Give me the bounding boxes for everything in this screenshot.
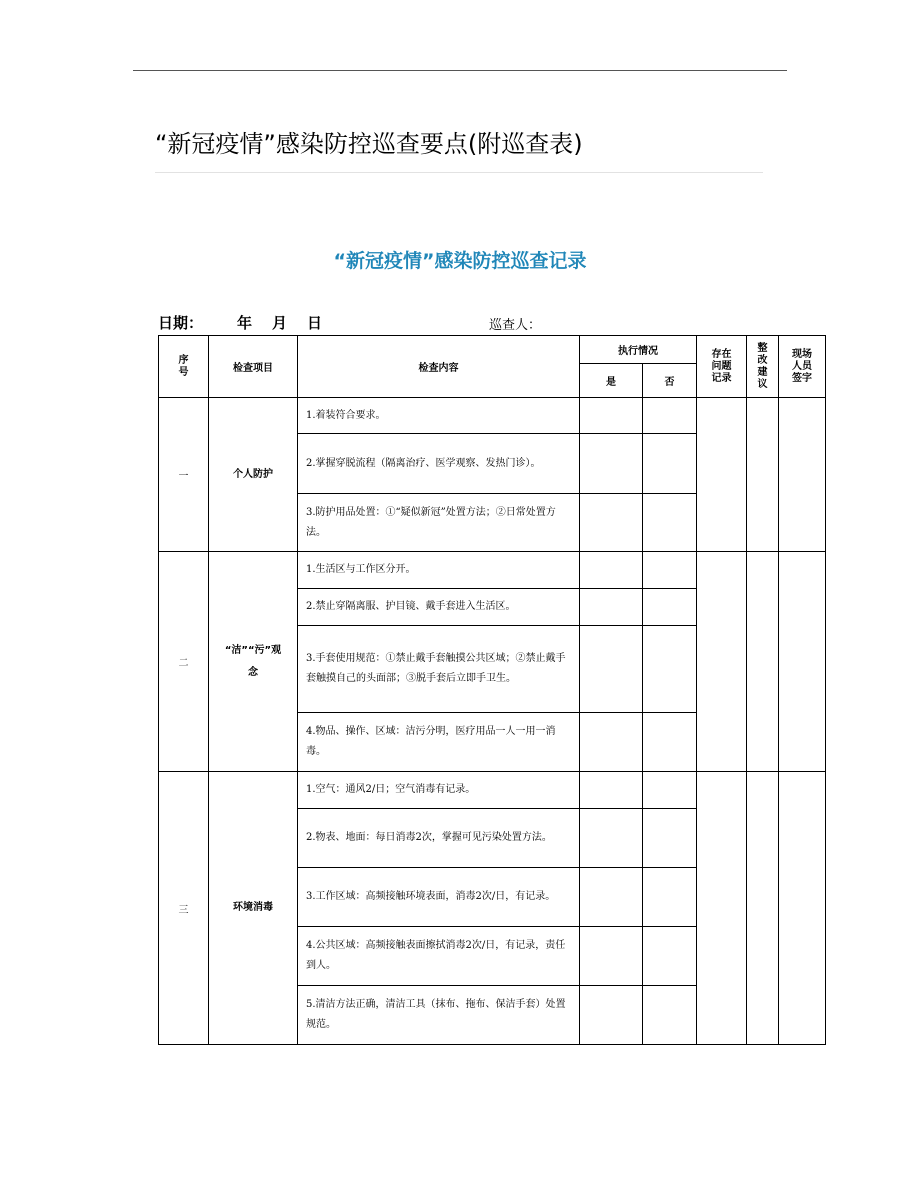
no-cell[interactable] <box>643 589 697 626</box>
issues-cell[interactable] <box>697 398 747 552</box>
section-seq: 二 <box>159 552 209 772</box>
section-seq: 三 <box>159 772 209 1045</box>
section-item-label: 环境消毒 <box>233 902 273 913</box>
check-content: 1.空气：通风2/日；空气消毒有记录。 <box>298 772 580 809</box>
year-label: 年 <box>237 314 253 332</box>
header-seq: 序号 <box>159 336 209 398</box>
yes-cell[interactable] <box>580 809 643 868</box>
section-item <box>209 398 298 552</box>
no-cell[interactable] <box>643 772 697 809</box>
yes-cell[interactable] <box>580 626 643 713</box>
no-cell[interactable] <box>643 713 697 772</box>
suggestions-cell[interactable] <box>747 772 779 1045</box>
check-content: 3.工作区域：高频接触环境表面，消毒2次/日，有记录。 <box>298 868 580 927</box>
yes-cell[interactable] <box>580 494 643 552</box>
header-item: 检查项目 <box>209 336 298 398</box>
signature-cell[interactable] <box>779 398 826 552</box>
no-cell[interactable] <box>643 552 697 589</box>
check-content: 3.防护用品处置：①“疑似新冠”处置方法；②日常处置方法。 <box>298 494 580 552</box>
no-cell[interactable] <box>643 868 697 927</box>
yes-cell[interactable] <box>580 927 643 986</box>
no-cell[interactable] <box>643 398 697 434</box>
signature-cell[interactable] <box>779 552 826 772</box>
header-issues: 存在问题记录 <box>697 336 747 398</box>
form-title: “新冠疫情”感染防控巡查记录 <box>333 250 587 272</box>
section-item-label: 个人防护 <box>233 468 273 480</box>
day-label: 日 <box>307 314 323 332</box>
suggestions-cell[interactable] <box>747 398 779 552</box>
title-rule <box>155 172 763 173</box>
yes-cell[interactable] <box>580 398 643 434</box>
check-content: 2.禁止穿隔离服、护目镜、戴手套进入生活区。 <box>298 589 580 626</box>
yes-cell[interactable] <box>580 986 643 1045</box>
check-content: 3.手套使用规范：①禁止戴手套触摸公共区域；②禁止戴手套触摸自己的头面部；③脱手套后立即手卫生。 <box>298 626 580 713</box>
yes-cell[interactable] <box>580 552 643 589</box>
inspection-table <box>158 335 826 1045</box>
section-item <box>209 552 298 772</box>
table-row <box>159 552 826 589</box>
yes-cell[interactable] <box>580 868 643 927</box>
suggestions-cell[interactable] <box>747 552 779 772</box>
section-item <box>209 772 298 1045</box>
section-seq: 一 <box>159 398 209 552</box>
no-cell[interactable] <box>643 809 697 868</box>
no-cell[interactable] <box>643 986 697 1045</box>
header-content: 检查内容 <box>298 336 580 398</box>
table-row <box>159 772 826 809</box>
header-signature: 现场人员签字 <box>779 336 826 398</box>
yes-cell[interactable] <box>580 434 643 494</box>
yes-cell[interactable] <box>580 713 643 772</box>
yes-cell[interactable] <box>580 589 643 626</box>
check-content: 4.物品、操作、区域：洁污分明，医疗用品一人一用一消毒。 <box>298 713 580 772</box>
header-yes: 是 <box>580 364 643 398</box>
date-label: 日期： <box>158 314 204 332</box>
no-cell[interactable] <box>643 626 697 713</box>
issues-cell[interactable] <box>697 772 747 1045</box>
no-cell[interactable] <box>643 927 697 986</box>
table-row <box>159 398 826 434</box>
table-body <box>159 398 826 1045</box>
check-content: 1.着装符合要求。 <box>298 398 580 434</box>
check-content: 5.清洁方法正确，清洁工具（抹布、拖布、保洁手套）处置规范。 <box>298 986 580 1045</box>
no-cell[interactable] <box>643 434 697 494</box>
month-label: 月 <box>272 314 288 332</box>
no-cell[interactable] <box>643 494 697 552</box>
header-execution: 执行情况 <box>580 336 697 364</box>
check-content: 4.公共区域：高频接触表面擦拭消毒2次/日，有记录，责任到人。 <box>298 927 580 986</box>
check-content: 2.掌握穿脱流程（隔离治疗、医学观察、发热门诊）。 <box>298 434 580 494</box>
section-item-label: “洁”“污”观念 <box>224 644 282 678</box>
issues-cell[interactable] <box>697 552 747 772</box>
inspector-label: 巡查人： <box>489 318 542 333</box>
date-line <box>158 312 322 333</box>
header-no: 否 <box>643 364 697 398</box>
signature-cell[interactable] <box>779 772 826 1045</box>
top-rule <box>133 70 787 71</box>
check-content: 2.物表、地面：每日消毒2次，掌握可见污染处置方法。 <box>298 809 580 868</box>
page-heading: “新冠疫情”感染防控巡查要点(附巡查表) <box>155 130 583 158</box>
check-content: 1.生活区与工作区分开。 <box>298 552 580 589</box>
header-suggestions: 整改建议 <box>747 336 779 398</box>
yes-cell[interactable] <box>580 772 643 809</box>
